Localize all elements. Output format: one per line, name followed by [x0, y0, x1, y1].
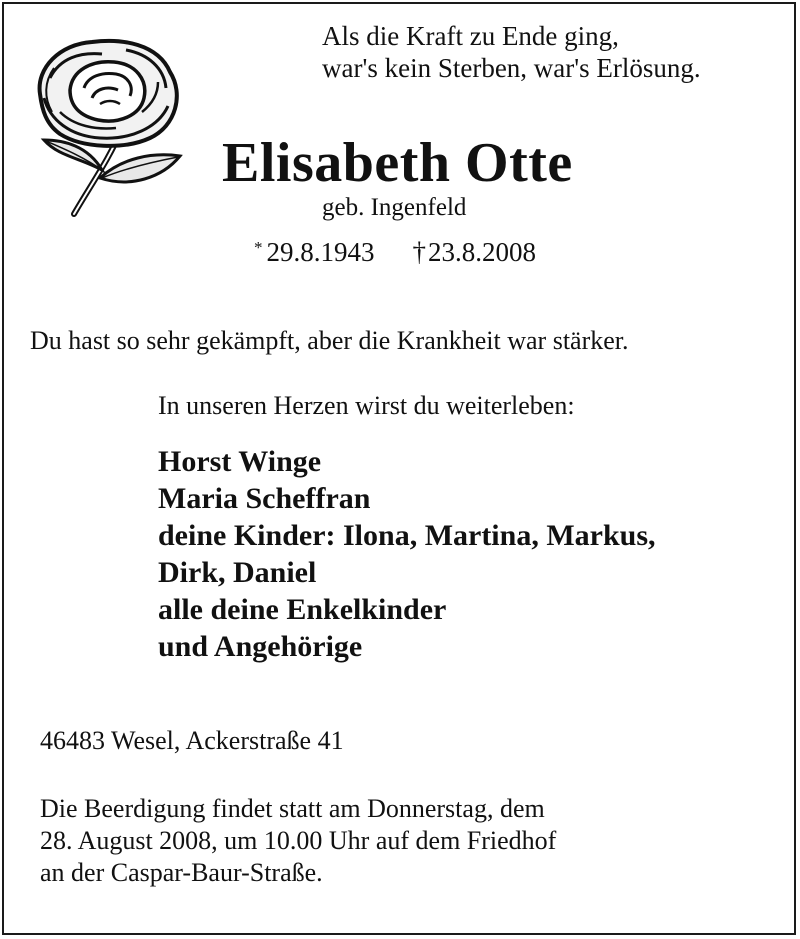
mourner-line: Maria Scheffran — [158, 482, 371, 515]
death-date: 23.8.2008 — [428, 237, 536, 267]
motto — [322, 20, 701, 84]
mourner-line: Horst Winge — [158, 445, 322, 478]
maiden-name: geb. Ingenfeld — [322, 194, 467, 221]
mourners-list — [158, 443, 656, 665]
life-dates — [254, 231, 536, 269]
deceased-name: Elisabeth Otte — [222, 132, 573, 194]
address: 46483 Wesel, Ackerstraße 41 — [40, 726, 344, 755]
rose-icon — [30, 28, 190, 218]
motto-line-1: Als die Kraft zu Ende ging, — [322, 21, 619, 51]
death-cross-icon: † — [412, 237, 426, 267]
motto-line-2: war's kein Sterben, war's Erlösung. — [322, 53, 701, 83]
hearts-line: In unseren Herzen wirst du weiterleben: — [158, 391, 575, 420]
mourner-line: und Angehörige — [158, 630, 363, 663]
mourner-line: alle deine Enkelkinder — [158, 593, 447, 626]
birth-date: 29.8.1943 — [266, 237, 375, 267]
birth-symbol: * — [254, 238, 263, 257]
mourner-line: deine Kinder: Ilona, Martina, Markus, — [158, 519, 656, 552]
struggle-line: Du hast so sehr gekämpft, aber die Krankheit war stärker. — [30, 326, 629, 355]
funeral-line-2: 28. August 2008, um 10.00 Uhr auf dem Friedhof — [40, 826, 557, 855]
funeral-line-3: an der Caspar-Baur-Straße. — [40, 858, 323, 887]
funeral-info — [40, 793, 556, 889]
funeral-line-1: Die Beerdigung findet statt am Donnerstag, dem — [40, 794, 545, 823]
mourner-line: Dirk, Daniel — [158, 556, 317, 589]
